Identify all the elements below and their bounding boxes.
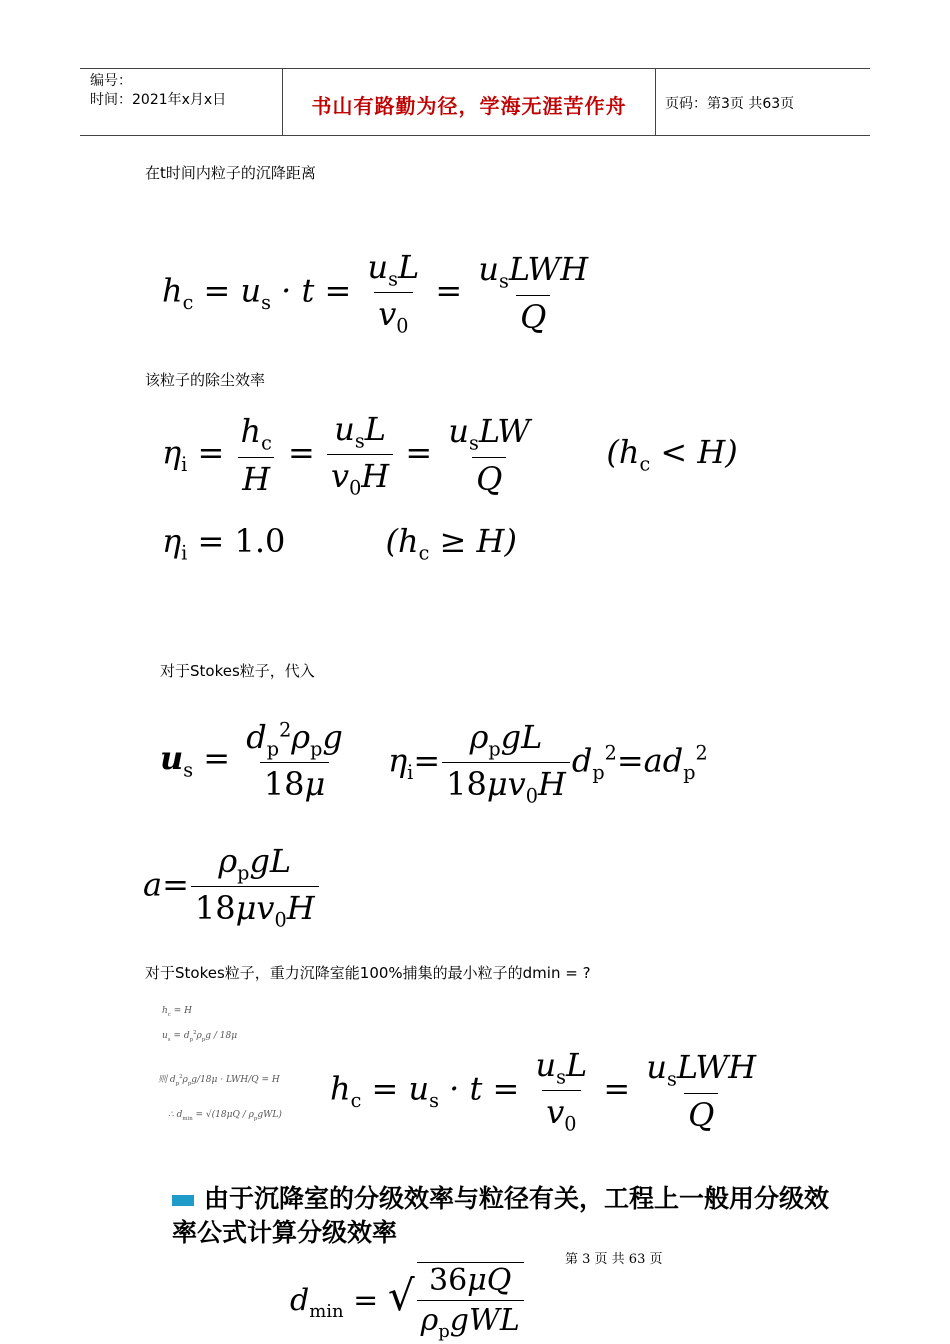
settle-distance-equation: $h_c = u_s \cdot t$ = $\frac{u_sL}{v_0}$ = $\frac{u_sLWH}{Q}$ xyxy=(162,248,589,338)
settle-distance-equation-repeat: $h_c = u_s \cdot t$ = $\frac{u_sL}{v_0}$ = $\frac{u_sLWH}{Q}$ xyxy=(330,1046,757,1136)
header-date-label: 时间：2021年x月x日 xyxy=(90,92,227,108)
header-bottom-rule xyxy=(80,135,870,136)
small-note-then: 则 $d_p^2\rho_pg/18\mu \cdot LWH/Q = H$ xyxy=(158,1074,280,1087)
header-number-label: 编号： xyxy=(90,73,132,89)
efficiency-equation: $\eta_i$ = $\frac{h_c}{H}$ = $\frac{u_sL}{v_0H}$ = $\frac{u_sLW}{Q}$ $(h_c < H)$ xyxy=(162,410,738,500)
header-divider-right xyxy=(655,68,656,135)
efficiency-full-equation: $\eta_i = 1.0$ $(h_c \ge H)$ xyxy=(162,522,517,565)
header-motto: 书山有路勤为径，学海无涯苦作舟 xyxy=(311,94,627,118)
header-page-info: 页码：第3页 共63页 xyxy=(665,96,795,112)
settle-distance-text: 在t时间内粒子的沉降距离 xyxy=(145,164,316,182)
bullet-square-icon xyxy=(172,1195,194,1206)
section-heading: 由于沉降室的分级效率与粒径有关，工程上一般用分级效率公式计算分级效率 xyxy=(172,1184,830,1247)
small-note-hc: $h_c = H$ xyxy=(162,1006,192,1018)
dmin-equation: $d_{min}$ = √ $\frac{36\mu Q}{\rho_pgWL}$ xyxy=(290,1262,526,1342)
small-note-dmin: ∴ $d_{min} = √(18\mu Q / \rho_pgWL)$ xyxy=(168,1110,282,1122)
stokes-efficiency-equation: $\eta_i=$ $\frac{\rho_pgL}{18\mu v_0H}$ $d_p^2=ad_p^2$ xyxy=(388,718,708,808)
header-top-rule xyxy=(80,68,870,69)
coefficient-a-equation: a= $\frac{\rho_pgL}{18\mu v_0H}$ xyxy=(143,842,321,932)
efficiency-text: 该粒子的除尘效率 xyxy=(145,371,266,389)
dmin-question: 对于Stokes粒子，重力沉降室能100%捕集的最小粒子的dmin = ? xyxy=(145,964,591,982)
page-footer: 第 3 页 共 63 页 xyxy=(565,1252,663,1267)
stokes-text: 对于Stokes粒子，代入 xyxy=(160,662,315,680)
stokes-velocity-equation: $u_s$ = $\frac{d_p^2\rho_pg}{18\mu}$ xyxy=(160,718,343,804)
small-note-us: $u_s = d_p^2\rho_pg / 18\mu$ xyxy=(162,1030,238,1043)
